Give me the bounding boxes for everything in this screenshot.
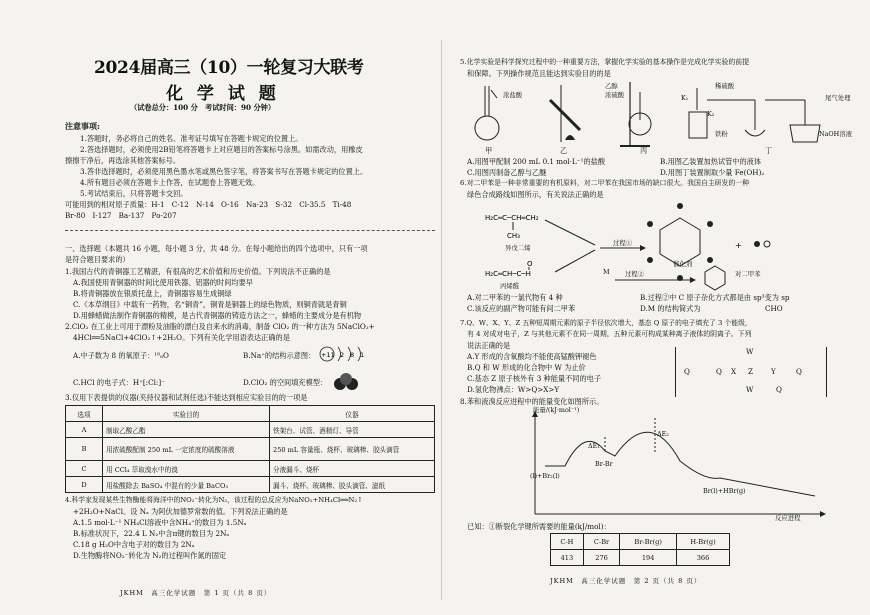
table-cell: 366	[676, 550, 729, 566]
apparatus-tag: 浓盐酸	[503, 91, 523, 99]
table-header: Br-Br(g)	[620, 534, 677, 550]
atom-label: Y	[771, 367, 776, 376]
q6-option: A.对二甲苯的一氯代物有 4 种	[467, 293, 563, 302]
figure-label: 乙	[560, 146, 568, 155]
table-cell: 铁架台、试管、酒精灯、导管	[270, 422, 435, 438]
q8-stem: 8.苯和液溴反应进程中的能量变化如图所示。	[460, 397, 604, 406]
q5-option: A.用图甲配制 200 mL 0.1 mol·L⁻¹的盐酸	[467, 157, 606, 166]
q3-stem: 3.仅用下表提供的仪器(夹持仪器和试剂任选)不能达到相应实验目的的一项是	[65, 393, 308, 402]
q2-option-a: A.中子数为 8 的氧原子：¹⁸₈O	[73, 351, 169, 360]
bond-energy-table	[550, 533, 730, 566]
apparatus-tag: 稀硫酸	[715, 82, 735, 90]
q4-option: D.生物酶将NO₂⁻转化为 N₂的过程叫作氮的固定	[73, 551, 227, 560]
table-cell: 413	[551, 550, 584, 566]
route-label: 过程②	[625, 270, 645, 278]
section-divider	[65, 230, 435, 231]
clo2-space-filling-model	[333, 372, 359, 392]
energy-level-label: Br-Br	[595, 460, 613, 468]
q5-stem: 和保障。下列操作规范且能达到实验目的的是	[467, 69, 611, 78]
table-header: 仪器	[270, 406, 435, 422]
note-line: 5.考试结束后，只将答题卡交回。	[80, 189, 188, 198]
q7-option: A.Y 形成的含氧酸均不能使高锰酸钾褪色	[467, 352, 597, 361]
atom-label: Q	[776, 385, 782, 394]
table-header: 选项	[66, 406, 103, 422]
q2-stem: 4HCl══5NaCl+4ClO₂↑+2H₂O。下列有关化学用语表达正确的是	[73, 333, 290, 342]
route-label: 异戊二烯	[505, 244, 531, 252]
table-row	[66, 461, 435, 477]
acrolein-structure	[485, 260, 533, 278]
route-label: 催化剂	[673, 260, 693, 268]
q4-option: C.18 g H₂O中含电子对的数目为 2Nₐ	[73, 540, 195, 549]
note-line: 3.答非选择题时，必须使用黑色墨水笔或黑色签字笔，将答案书写在答题卡规定的位置上。	[80, 167, 368, 176]
svg-text:+: +	[735, 241, 742, 250]
energy-axis-label: 能量/(kJ·mol⁻¹)	[533, 406, 580, 414]
energy-profile-diagram	[505, 406, 835, 518]
svg-text:CH₃: CH₃	[507, 232, 520, 240]
isoprene-structure	[485, 214, 539, 240]
table-cell: 用 CCl₄ 萃取溴水中的溴	[103, 461, 270, 477]
svg-text:O: O	[527, 260, 533, 268]
atom-label: Q	[716, 367, 722, 376]
exam-meta: （试卷总分：100 分 考试时间：90 分钟）	[130, 103, 276, 112]
table-cell: 制取乙酸乙酯	[103, 422, 270, 438]
table-header: C-Br	[583, 534, 620, 550]
table-cell: 194	[620, 550, 677, 566]
table-row	[551, 550, 730, 566]
q4-option: A.1.5 mol·L⁻¹ NH₄Cl溶液中含NH₄⁺的数目为 1.5Nₐ	[73, 518, 247, 527]
section-heading: 一、选择题（本题共 16 小题，每小题 3 分，共 48 分。在每小题给出的四个选项中，只有一项	[65, 244, 368, 253]
note-line: 擦擦干净后，再选涂其他答案标号。	[65, 156, 181, 165]
apparatus-jia	[475, 86, 499, 140]
energy-axis-label: 反应进程	[775, 514, 801, 522]
q2-option-b: B.Na⁺的结构示意图：	[243, 351, 316, 360]
note-line: 2.答选择题时，必须使用2B铅笔将答题卡上对应题目的答案标号涂黑。如需改动，用橡皮	[80, 145, 363, 154]
q7-stem: 有 4 对成对电子，Z 与其他元素不在同一周期，五种元素可构成某种离子液体的阴离子。下列	[467, 330, 752, 338]
q5-apparatus-figure	[465, 80, 855, 158]
atom-label: X	[731, 367, 737, 376]
note-line: 1.答题时，务必将自己的姓名、准考证号填写在答题卡规定的位置上。	[80, 134, 303, 143]
table-header: H-Br(g)	[676, 534, 729, 550]
table-header-row	[66, 406, 435, 422]
apparatus-tag: 尾气处理	[825, 94, 851, 102]
table-cell: B	[66, 438, 103, 461]
table-row	[66, 422, 435, 438]
q5-stem: 5.化学实验是科学探究过程中的一种重要方法，掌握化学实验的基本操作是完成化学实验的前提	[460, 58, 750, 66]
route-label: 过程①	[613, 239, 633, 247]
svg-text:+11: +11	[321, 351, 335, 359]
q3-table	[65, 405, 435, 493]
q1-option: D.用蜂蜡做法制作青铜器的精模，是古代青铜器的铸造方法之一，蜂蜡的主要成分是有机物	[73, 311, 362, 320]
route-label: 丙烯醛	[500, 282, 520, 290]
q4-stem: 4.科学家发现某些生物酶能将海洋中的NO₂⁻转化为N₂，该过程的总反应为NaNO₂+NH₄Cl══N₂↑	[65, 496, 363, 504]
q7-option: B.Q 和 W 形成的化合物中 W 为止价	[467, 363, 586, 372]
q4-stem: +2H₂O+NaCl。设 Nₐ 为阿伏加德罗常数的值。下列说法正确的是	[73, 507, 288, 516]
table-cell: A	[66, 422, 103, 438]
table-cell: C	[66, 461, 103, 477]
svg-text:1: 1	[360, 351, 365, 359]
atom-label: Q	[796, 367, 802, 376]
page-footer: JKHM 高三化学试题 第 1 页（共 8 页）	[120, 589, 272, 597]
exam-title: 2024届高三（10）一轮复习大联考	[94, 58, 364, 78]
svg-text:2: 2	[340, 351, 345, 359]
atom-label: W	[746, 385, 754, 394]
table-cell: 漏斗、烧杯、玻璃棒、胶头滴管、滤纸	[270, 477, 435, 493]
q6-option: B.过程②中 C 原子杂化方式都是由 sp³变为 sp	[640, 293, 790, 302]
atomic-mass-line: Br-80 I-127 Ba-137 Po-207	[65, 211, 177, 220]
table-header: 实验目的	[103, 406, 270, 422]
q6-option: C.该反应的副产物可能有间二甲苯	[467, 304, 576, 313]
notes-title: 注意事项:	[65, 121, 100, 131]
apparatus-yi	[550, 85, 580, 142]
q7-anion-structure	[675, 347, 827, 397]
page-divider	[441, 40, 442, 600]
apparatus-tag: K₂	[707, 110, 715, 118]
table-cell: 250 mL 容量瓶、烧杯、玻璃棒、胶头滴管	[270, 438, 435, 461]
q6-synthesis-route	[485, 200, 825, 292]
q4-option: B.标准状况下，22.4 L N₂中含π键的数目为 2Nₐ	[73, 529, 230, 538]
table-cell: 用盐酸除去 BaSO₄ 中混有的少量 BaCO₃	[103, 477, 270, 493]
q2-stem: 2.ClO₂ 在工业上可用于漂粉及油脂的漂白及自来水的消毒，制备 ClO₂ 的一种方法为 5NaClO₂+	[65, 322, 375, 331]
q7-option: D.氢化物沸点：W>Q>X>Y	[467, 385, 560, 394]
energy-level-label: (l)+Br₂(l)	[530, 472, 560, 480]
figure-label: 丁	[765, 146, 773, 155]
q7-stem: 说法正确的是	[467, 341, 511, 350]
energy-level-label: ΔE₂	[657, 430, 669, 438]
apparatus-bing	[620, 82, 651, 146]
q6-stem: 6.对二甲苯是一种非常重要的有机原料，对二甲苯在我国市场的缺口很大。我国自主研发的一种	[460, 179, 750, 187]
q7-option: C.基态 Z 原子核外有 3 种能量不同的电子	[467, 374, 602, 383]
q2-option-c: C.HCl 的电子式：H⁺[:Cl:]⁻	[73, 378, 165, 387]
route-label: 对二甲苯	[735, 270, 761, 278]
figure-label: 丙	[640, 146, 648, 155]
table-row	[66, 438, 435, 461]
table-header-row	[551, 534, 730, 550]
svg-text:8: 8	[350, 351, 355, 359]
q1-stem: 1.我国古代的青铜器工艺精湛，有很高的艺术价值和历史价值。下列说法不正确的是	[65, 267, 331, 276]
known-note: 已知：①断裂化学键所需要的能量(kJ/mol)：	[467, 522, 611, 531]
apparatus-tag: 铁粉	[715, 130, 728, 138]
apparatus-tag: 浓硫酸	[605, 91, 625, 99]
svg-text:H₂C═CH─C─H: H₂C═CH─C─H	[485, 270, 531, 278]
q7-stem: 7.Q、W、X、Y、Z 五种短周期元素的原子半径依次增大，基态 Q 原子的电子填充了 3 个能级，	[460, 319, 752, 327]
na-ion-structure-diagram	[318, 344, 374, 364]
svg-text:H₂C═C─CH═CH₂: H₂C═C─CH═CH₂	[485, 214, 539, 222]
q5-option: B.用图乙装置加热试管中的液体	[660, 157, 762, 166]
note-line: 4.所有题目必须在答题卡上作答，在试题卷上答题无效。	[80, 178, 260, 187]
atom-label: Z	[748, 367, 753, 376]
apparatus-tag: 乙醇	[605, 82, 618, 90]
atom-label: Q	[684, 367, 690, 376]
q2-option-d: D.ClO₂ 的空间填充模型：	[243, 378, 328, 387]
apparatus-tag: NaOH溶液	[819, 130, 852, 138]
page-footer: JKHM 高三化学试题 第 2 页（共 8 页）	[550, 577, 702, 585]
table-cell: 分液漏斗、烧杯	[270, 461, 435, 477]
figure-label: 甲	[485, 146, 493, 155]
energy-level-label: ΔE₁	[588, 442, 600, 450]
section-heading: 是符合题目要求的）	[65, 255, 130, 264]
q6-option: D.M 的结构简式为	[640, 304, 701, 313]
table-cell: D	[66, 477, 103, 493]
table-cell: 用浓硫酸配制 250 mL 一定浓度的硫酸溶液	[103, 438, 270, 461]
q1-option: B.将青铜器放在银质托盘上，青铜器容易生成铜绿	[73, 289, 232, 298]
q1-option: C.《本草纲目》中载有一药物，名“铜青”，铜青是铜器上的绿色物质，则铜青就是青铜	[73, 300, 347, 309]
energy-level-label: Br(l)+HBr(g)	[703, 487, 746, 495]
q5-option: C.用图丙制备乙醇与乙醚	[467, 168, 547, 177]
atomic-mass-line: 可能用到的相对原子质量：H-1 C-12 N-14 O-16 Na-23 S-32 Cl-35.5 Ti-48	[65, 200, 352, 209]
q6-stem: 绿色合成路线如图所示，有关说法正确的是	[467, 190, 604, 199]
atom-label: W	[746, 347, 754, 356]
q1-option: A.我国使用青铜器的时间比使用铁器、铝器的时间均要早	[73, 278, 253, 287]
q6-option-cho: CHO	[765, 304, 783, 313]
apparatus-tag: K₁	[681, 94, 689, 102]
intermediate-molecule	[647, 203, 713, 281]
route-label: M	[603, 268, 610, 276]
table-header: C-H	[551, 534, 584, 550]
table-row	[66, 477, 435, 493]
table-cell: 276	[583, 550, 620, 566]
exam-subtitle: 化 学 试 题	[166, 84, 280, 104]
page-right	[445, 0, 870, 615]
q5-option: D.用图丁装置制取少量 Fe(OH)₂	[660, 168, 765, 177]
